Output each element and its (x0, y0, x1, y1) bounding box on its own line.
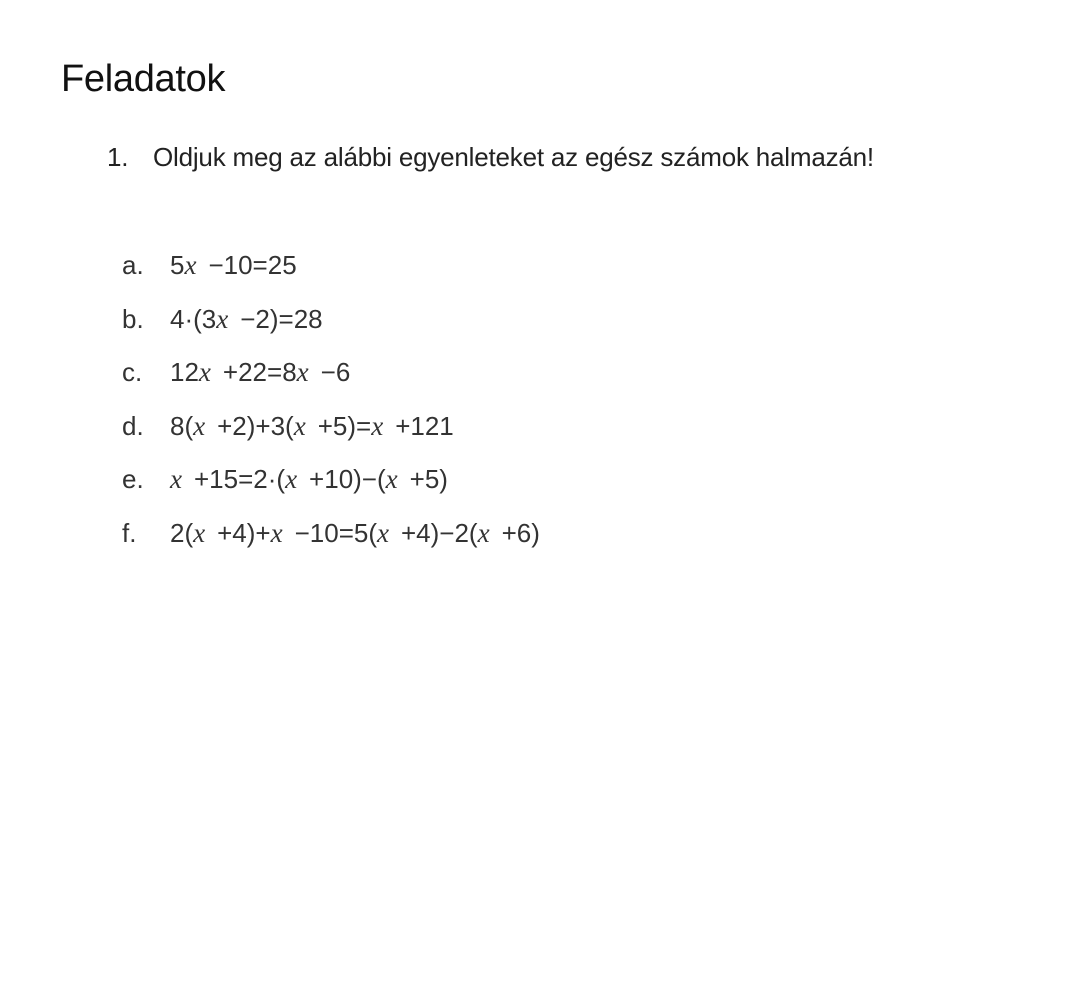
equation-c (122, 357, 540, 411)
task-instruction: Oldjuk meg az alábbi egyenleteket az egész számok halmazán! (153, 142, 874, 172)
page-title: Feladatok (61, 58, 226, 100)
equation-e (122, 464, 540, 518)
equation-a (122, 250, 540, 304)
equation-formula: 8(x +2)+3(x +5)=x +121 (170, 410, 454, 441)
equation-b (122, 304, 540, 358)
equation-f (122, 518, 540, 572)
equation-formula: 5x −10=25 (170, 250, 297, 280)
equation-formula: 2(x +4)+x −10=5(x +4)−2(x +6) (170, 517, 540, 548)
equation-label: b. (122, 303, 144, 334)
equation-label: a. (122, 250, 144, 280)
task-number: 1. (107, 142, 129, 172)
equation-list (122, 250, 540, 571)
equation-d (122, 411, 540, 465)
equation-label: f. (122, 517, 137, 548)
equation-formula: x +15=2·(x +10)−(x +5) (170, 464, 448, 494)
equation-label: c. (122, 357, 143, 387)
equation-formula: 4·(3x −2)=28 (170, 303, 323, 334)
equation-formula: 12x +22=8x −6 (170, 357, 351, 387)
equation-label: d. (122, 410, 144, 441)
task-1 (107, 142, 874, 173)
equation-label: e. (122, 464, 144, 494)
